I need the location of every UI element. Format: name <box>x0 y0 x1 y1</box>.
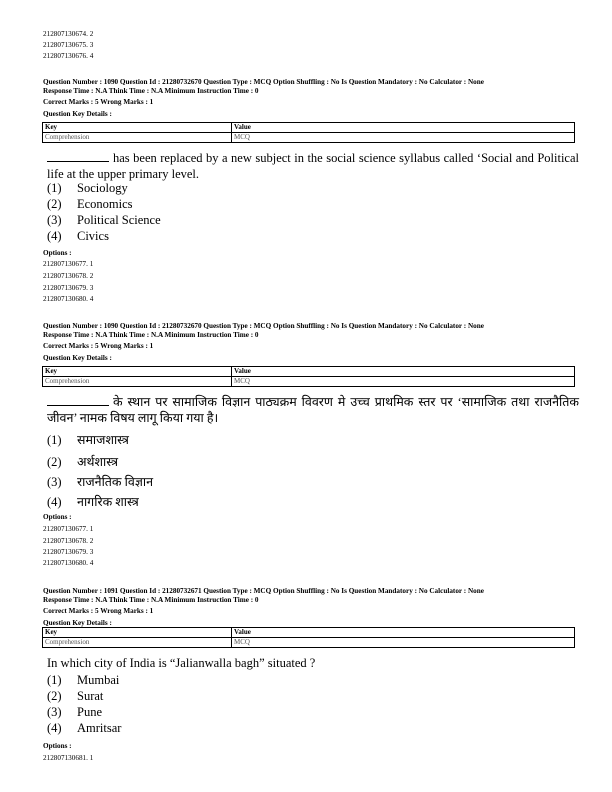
option-number: (4) <box>47 721 62 735</box>
option-number: (3) <box>47 705 62 719</box>
option-id: 212807130674. 2 <box>43 30 94 38</box>
option-label: Civics <box>77 229 109 243</box>
key-details-table <box>42 122 575 143</box>
cell-value: MCQ <box>232 133 575 143</box>
option-number: (3) <box>47 213 62 227</box>
option-id: 212807130677. 1 <box>43 525 94 533</box>
answer-option <box>47 454 118 470</box>
option-id: 212807130675. 3 <box>43 41 94 49</box>
question-meta: Question Number : 1090 Question Id : 21280732670 Question Type : MCQ Option Shuffling : No Is Question Mandatory : No Calculator : None <box>43 322 484 330</box>
answer-option <box>47 228 109 244</box>
question-body: के स्थान पर सामाजिक विज्ञान पाठ्यक्रम विवरण मे उच्च प्राथमिक स्तर पर ‘सामाजिक तथा राजनैतिक जीवन’ नामक विषय लागू किया गया है। <box>47 395 579 425</box>
question-body: In which city of India is “Jalianwalla bagh” situated ? <box>47 656 316 670</box>
answer-option <box>47 432 129 448</box>
key-details-table <box>42 627 575 648</box>
response-time-meta: Response Time : N.A Think Time : N.A Minimum Instruction Time : 0 <box>43 331 259 339</box>
option-label: Political Science <box>77 213 161 227</box>
key-details-label: Question Key Details : <box>43 619 112 627</box>
option-number: (1) <box>47 673 62 687</box>
header-value: Value <box>232 628 575 638</box>
key-details-label: Question Key Details : <box>43 354 112 362</box>
header-value: Value <box>232 123 575 133</box>
table-header-row <box>43 367 575 377</box>
option-label: नागरिक शास्त्र <box>77 495 139 509</box>
key-details-label: Question Key Details : <box>43 110 112 118</box>
question-text <box>47 150 579 182</box>
options-label: Options : <box>43 742 72 750</box>
answer-option <box>47 180 128 196</box>
answer-option <box>47 474 153 490</box>
header-key: Key <box>43 123 232 133</box>
option-id: 212807130677. 1 <box>43 260 94 268</box>
header-value: Value <box>232 367 575 377</box>
answer-option <box>47 196 133 212</box>
option-number: (1) <box>47 433 62 447</box>
question-meta: Question Number : 1090 Question Id : 21280732670 Question Type : MCQ Option Shuffling : No Is Question Mandatory : No Calculator : None <box>43 78 484 86</box>
option-number: (4) <box>47 495 62 509</box>
option-label: Surat <box>77 689 104 703</box>
option-id: 212807130680. 4 <box>43 295 94 303</box>
options-label: Options : <box>43 249 72 257</box>
table-header-row <box>43 123 575 133</box>
option-id: 212807130676. 4 <box>43 52 94 60</box>
option-id: 212807130678. 2 <box>43 537 94 545</box>
header-key: Key <box>43 367 232 377</box>
answer-option <box>47 212 161 228</box>
answer-option <box>47 704 102 720</box>
option-id: 212807130681. 1 <box>43 754 94 762</box>
option-id: 212807130680. 4 <box>43 559 94 567</box>
answer-option <box>47 688 103 704</box>
header-key: Key <box>43 628 232 638</box>
option-id: 212807130679. 3 <box>43 548 94 556</box>
key-details-table <box>42 366 575 387</box>
option-number: (2) <box>47 689 62 703</box>
option-label: Pune <box>77 705 102 719</box>
option-number: (1) <box>47 181 62 195</box>
option-label: Amritsar <box>77 721 122 735</box>
question-meta: Question Number : 1091 Question Id : 21280732671 Question Type : MCQ Option Shuffling : No Is Question Mandatory : No Calculator : None <box>43 587 484 595</box>
cell-value: MCQ <box>232 377 575 387</box>
marks-meta: Correct Marks : 5 Wrong Marks : 1 <box>43 342 154 350</box>
cell-key: Comprehension <box>43 377 232 387</box>
option-label: राजनैतिक विज्ञान <box>77 475 154 489</box>
option-label: Economics <box>77 197 133 211</box>
option-label: Sociology <box>77 181 128 195</box>
answer-option <box>47 720 121 736</box>
option-label: समाजशास्त्र <box>77 433 129 447</box>
option-number: (2) <box>47 197 62 211</box>
marks-meta: Correct Marks : 5 Wrong Marks : 1 <box>43 607 154 615</box>
table-row <box>43 133 575 143</box>
answer-option <box>47 494 139 510</box>
option-number: (2) <box>47 455 62 469</box>
table-header-row <box>43 628 575 638</box>
option-label: Mumbai <box>77 673 120 687</box>
answer-blank <box>47 151 109 162</box>
response-time-meta: Response Time : N.A Think Time : N.A Minimum Instruction Time : 0 <box>43 87 259 95</box>
cell-key: Comprehension <box>43 133 232 143</box>
question-body: has been replaced by a new subject in the social science syllabus called ‘Social and Political life at the upper primary level. <box>47 151 579 181</box>
option-id: 212807130679. 3 <box>43 284 94 292</box>
option-id: 212807130678. 2 <box>43 272 94 280</box>
options-label: Options : <box>43 513 72 521</box>
table-row <box>43 377 575 387</box>
response-time-meta: Response Time : N.A Think Time : N.A Minimum Instruction Time : 0 <box>43 596 259 604</box>
option-number: (4) <box>47 229 62 243</box>
answer-option <box>47 672 119 688</box>
marks-meta: Correct Marks : 5 Wrong Marks : 1 <box>43 98 154 106</box>
question-text <box>47 394 579 426</box>
option-number: (3) <box>47 475 62 489</box>
cell-value: MCQ <box>232 638 575 648</box>
question-text <box>47 655 579 671</box>
table-row <box>43 638 575 648</box>
option-label: अर्थशास्त्र <box>77 455 119 469</box>
answer-blank <box>47 395 109 406</box>
cell-key: Comprehension <box>43 638 232 648</box>
